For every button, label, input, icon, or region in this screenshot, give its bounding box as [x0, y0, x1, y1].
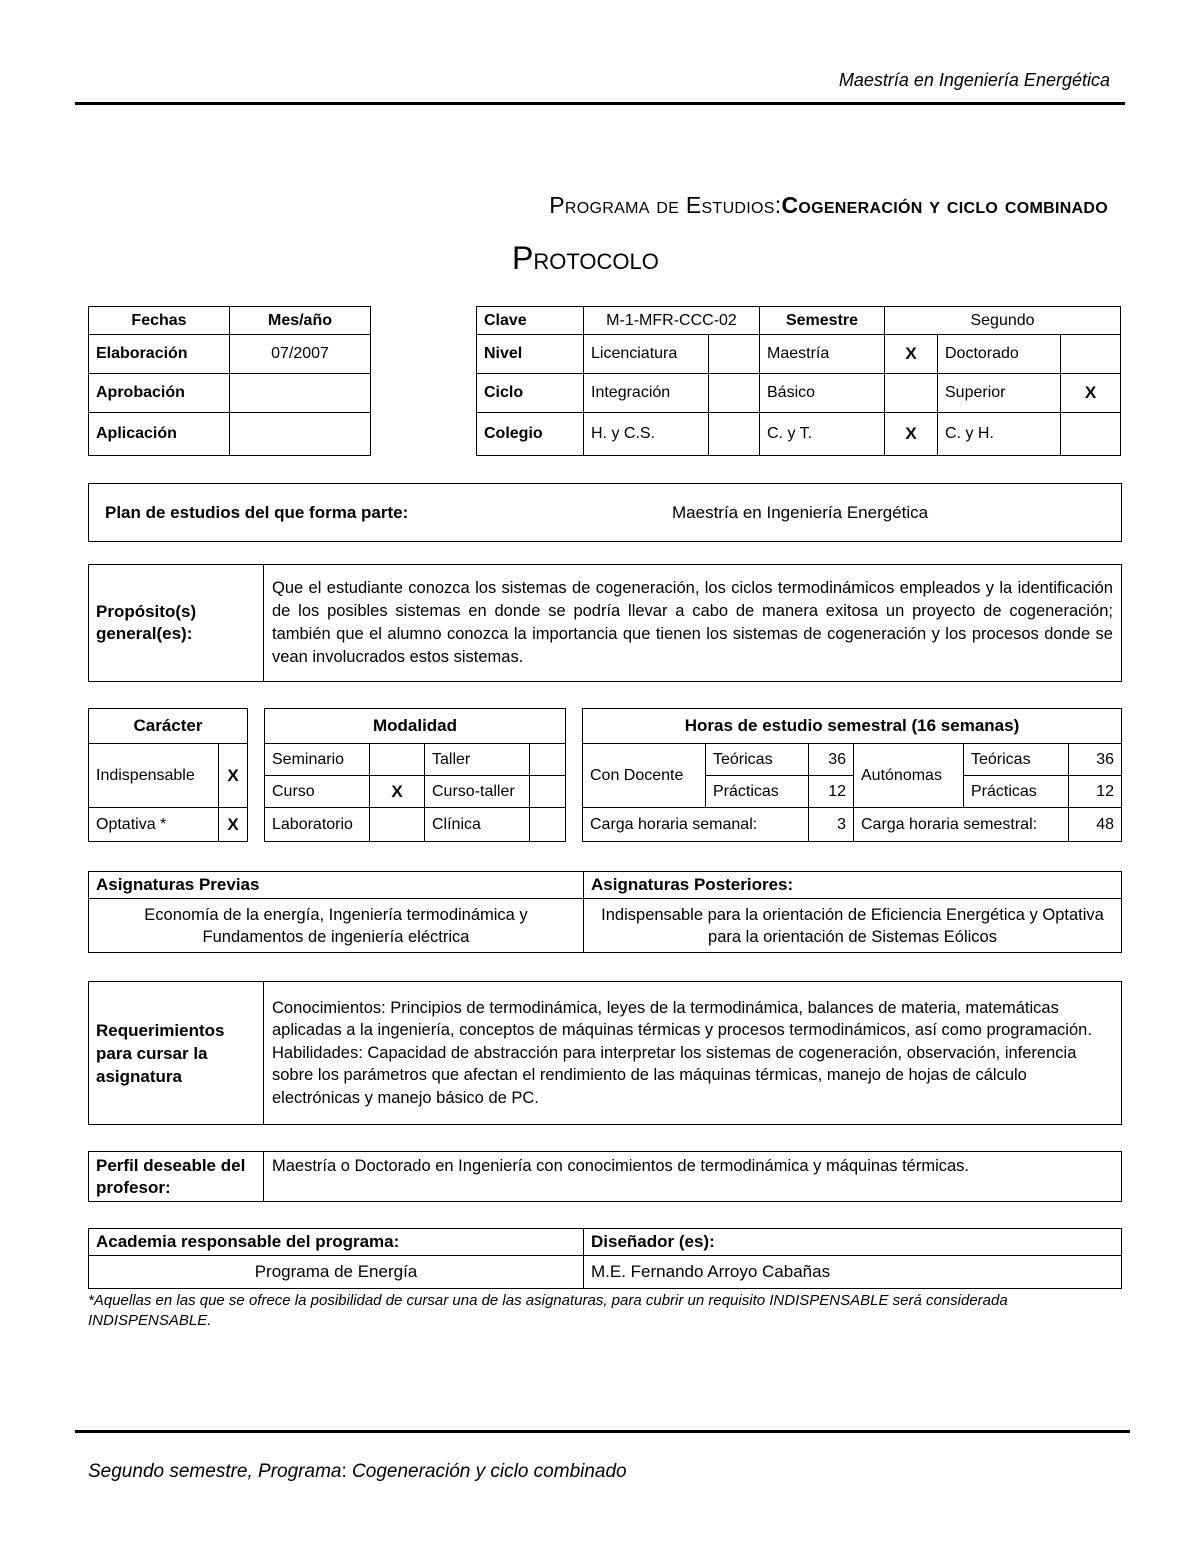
modalidad-title: Modalidad	[265, 709, 566, 744]
mark-optativa: X	[219, 808, 248, 842]
carga-semanal-value: 3	[809, 808, 854, 842]
horas-cd-practicas: 12	[809, 776, 854, 808]
mark-seminario	[370, 744, 425, 776]
horas-cd-teoricas: 36	[809, 744, 854, 776]
mark-maestria: X	[885, 335, 938, 374]
option-hcs: H. y C.S.	[584, 413, 709, 456]
proposito-table	[88, 564, 1122, 682]
mark-integracion	[709, 374, 760, 413]
horas-autonomas: Autónomas	[854, 744, 964, 808]
plan-value: Maestría en Ingeniería Energética	[642, 484, 1122, 542]
mark-cyt: X	[885, 413, 938, 456]
disenador-label: Diseñador (es):	[584, 1229, 1122, 1256]
value-elaboracion: 07/2007	[230, 335, 371, 374]
carga-semestral-label: Carga horaria semestral:	[854, 808, 1069, 842]
modalidad-seminario: Seminario	[265, 744, 370, 776]
mark-curso: X	[370, 776, 425, 808]
footnote: *Aquellas en las que se ofrece la posibilidad de cursar una de las asignaturas, para cubrir un requisito INDISPENSABLE será considerada INDISPENSABLE.	[88, 1292, 1008, 1329]
option-basico: Básico	[760, 374, 885, 413]
option-doctorado: Doctorado	[938, 335, 1061, 374]
mark-cyh	[1061, 413, 1121, 456]
perfil-table	[88, 1151, 1122, 1202]
modalidad-clinica: Clínica	[425, 808, 530, 842]
caracter-indispensable: Indispensable	[89, 744, 219, 808]
proposito-text: Que el estudiante conozca los sistemas de cogeneración, los ciclos termodinámicos empleados y la identificación de los posibles sistemas en donde se podría llevar a cabo de manera exitosa un proyecto de cogeneración; también que el alumno conozca la importancia que tienen los sistemas de cogeneración y los procesos donde se vean involucrados estos sistemas.	[264, 565, 1122, 682]
mark-basico	[885, 374, 938, 413]
horas-con-docente: Con Docente	[583, 744, 706, 808]
plan-label: Plan de estudios del que forma parte:	[89, 484, 643, 542]
page-title	[549, 192, 1108, 219]
disenador-value: M.E. Fernando Arroyo Cabañas	[584, 1256, 1122, 1289]
academia-label: Academia responsable del programa:	[89, 1229, 584, 1256]
modalidad-table	[264, 708, 566, 842]
label-elaboracion: Elaboración	[89, 335, 230, 374]
perfil-label: Perfil deseable del profesor:	[89, 1152, 264, 1202]
asignaturas-table	[88, 871, 1122, 953]
caracter-title: Carácter	[89, 709, 248, 744]
footer-rule	[75, 1430, 1130, 1433]
mark-laboratorio	[370, 808, 425, 842]
plan-table	[88, 483, 1122, 542]
horas-table	[582, 708, 1122, 842]
caracter-table	[88, 708, 248, 842]
requerimientos-conocimientos: Conocimientos: Principios de termodinámica, leyes de la termodinámica, balances de materia, matemáticas aplicadas a la ingeniería, conceptos de máquinas térmicas y procesos termodinámicos, así como programación.	[272, 998, 1092, 1040]
option-integracion: Integración	[584, 374, 709, 413]
header-program-name: Maestría en Ingeniería Energética	[838, 70, 1110, 90]
value-clave: M-1-MFR-CCC-02	[584, 307, 760, 335]
previas-value: Economía de la energía, Ingeniería termodinámica y Fundamentos de ingeniería eléctrica	[89, 899, 584, 953]
mark-doctorado	[1061, 335, 1121, 374]
option-cyh: C. y H.	[938, 413, 1061, 456]
horas-au-practicas: 12	[1069, 776, 1122, 808]
course-title: Cogeneración y ciclo combinado	[781, 192, 1108, 218]
header-rule	[75, 102, 1125, 105]
label-nivel: Nivel	[477, 335, 584, 374]
label-semestre: Semestre	[760, 307, 885, 335]
mark-indispensable: X	[219, 744, 248, 808]
page-subtitle: Protocolo	[512, 240, 659, 276]
mark-superior: X	[1061, 374, 1121, 413]
footer-text: Segundo semestre, Programa: Cogeneración y ciclo combinado	[88, 1461, 627, 1482]
modalidad-curso: Curso	[265, 776, 370, 808]
mark-hcs	[709, 413, 760, 456]
label-clave: Clave	[477, 307, 584, 335]
value-aprobacion	[230, 374, 371, 413]
horas-cd-practicas-label: Prácticas	[706, 776, 809, 808]
academia-value: Programa de Energía	[89, 1256, 584, 1289]
academia-table	[88, 1228, 1122, 1289]
info-table	[476, 306, 1121, 456]
dates-table	[88, 306, 371, 456]
carga-semanal-label: Carga horaria semanal:	[583, 808, 809, 842]
posteriores-value: Indispensable para la orientación de Eficiencia Energética y Optativa para la orientación de Sistemas Eólicos	[584, 899, 1122, 953]
modalidad-taller: Taller	[425, 744, 530, 776]
requerimientos-label: Requerimientos para cursar la asignatura	[89, 982, 264, 1125]
option-licenciatura: Licenciatura	[584, 335, 709, 374]
value-semestre: Segundo	[885, 307, 1121, 335]
value-aplicacion	[230, 413, 371, 456]
label-aplicacion: Aplicación	[89, 413, 230, 456]
header-fechas: Fechas	[89, 307, 230, 335]
footer-suffix: Cogeneración y ciclo combinado	[346, 1461, 627, 1482]
horas-title: Horas de estudio semestral (16 semanas)	[583, 709, 1122, 744]
requerimientos-table	[88, 981, 1122, 1125]
mark-licenciatura	[709, 335, 760, 374]
option-cyt: C. y T.	[760, 413, 885, 456]
header-mes-ano: Mes/año	[230, 307, 371, 335]
horas-au-practicas-label: Prácticas	[964, 776, 1069, 808]
posteriores-label: Asignaturas Posteriores:	[584, 872, 1122, 899]
option-maestria: Maestría	[760, 335, 885, 374]
caracter-optativa: Optativa *	[89, 808, 219, 842]
option-superior: Superior	[938, 374, 1061, 413]
label-colegio: Colegio	[477, 413, 584, 456]
mark-curso-taller	[530, 776, 566, 808]
proposito-label: Propósito(s) general(es):	[89, 565, 264, 682]
perfil-text: Maestría o Doctorado en Ingeniería con conocimientos de termodinámica y máquinas térmicas.	[264, 1152, 1122, 1202]
modalidad-laboratorio: Laboratorio	[265, 808, 370, 842]
mark-clinica	[530, 808, 566, 842]
requerimientos-habilidades: Habilidades: Capacidad de abstracción para interpretar los sistemas de cogeneración, observación, inferencia sobre los parámetros que afectan el rendimiento de las máquinas térmicas, manejo de hojas de cálculo electrónicas y manejo básico de PC.	[272, 1043, 1077, 1107]
horas-cd-teoricas-label: Teóricas	[706, 744, 809, 776]
horas-au-teoricas: 36	[1069, 744, 1122, 776]
previas-label: Asignaturas Previas	[89, 872, 584, 899]
footer-prefix: Segundo semestre, Programa	[88, 1461, 342, 1482]
carga-semestral-value: 48	[1069, 808, 1122, 842]
modalidad-curso-taller: Curso-taller	[425, 776, 530, 808]
horas-au-teoricas-label: Teóricas	[964, 744, 1069, 776]
label-ciclo: Ciclo	[477, 374, 584, 413]
label-aprobacion: Aprobación	[89, 374, 230, 413]
title-prefix: Programa de Estudios:	[549, 192, 782, 218]
mark-taller	[530, 744, 566, 776]
